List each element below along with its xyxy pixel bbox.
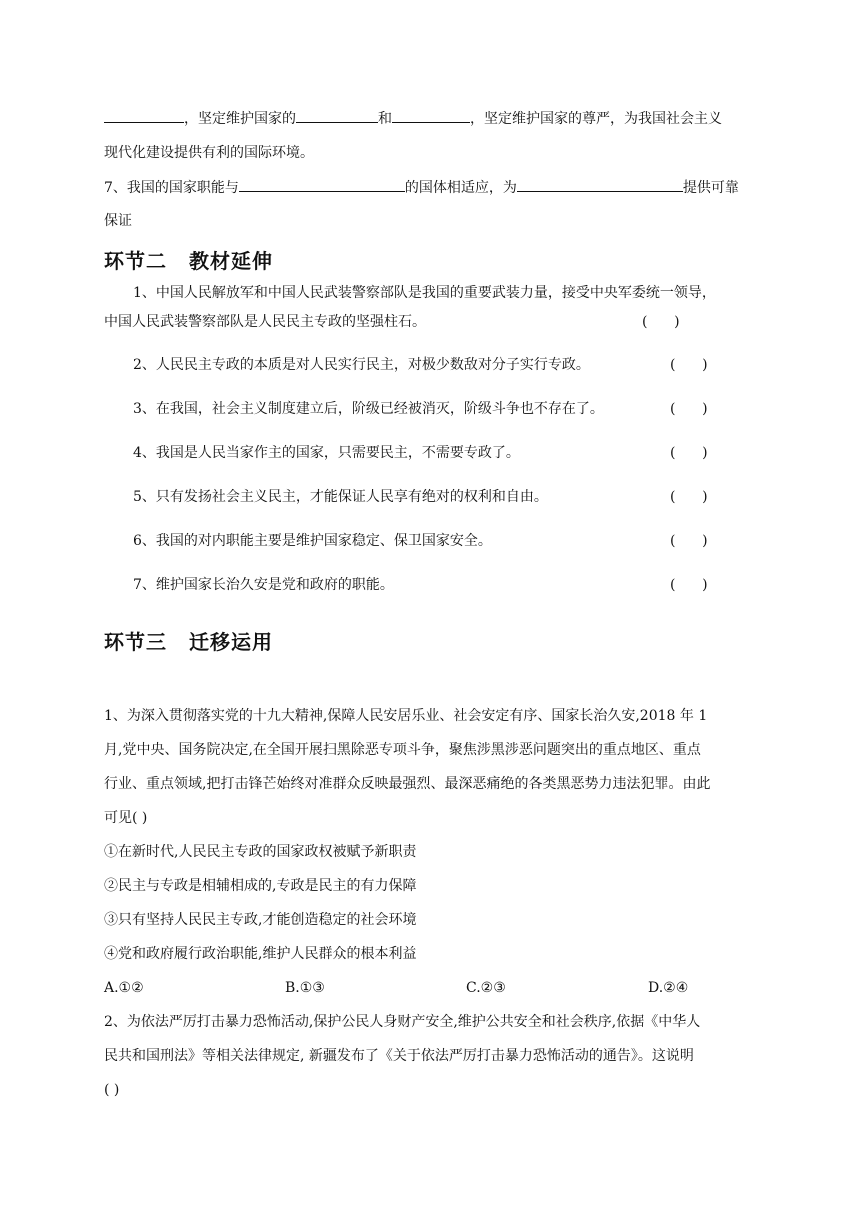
q1-option-b[interactable]: B.①③ <box>285 980 325 996</box>
tf-item-4: 4、我国是人民当家作主的国家，只需要民主，不需要专政了。 <box>133 445 520 461</box>
blank-3[interactable] <box>392 108 470 123</box>
fill-line-1: ，坚定维护国家的 和 ，坚定维护国家的尊严，为我国社会主义 <box>104 108 722 129</box>
answer-paren-4[interactable]: ( ) <box>670 445 708 461</box>
q1-option-c[interactable]: C.②③ <box>466 980 506 996</box>
fill-line-2: 现代化建设提供有利的国际环境。 <box>104 145 314 161</box>
blank-4[interactable] <box>239 177 405 192</box>
answer-paren-6[interactable]: ( ) <box>670 533 708 549</box>
q2-line-2: 民共和国刑法》等相关法律规定, 新疆发布了《关于依法严厉打击暴力恐怖活动的通告》。这说明 <box>104 1048 694 1064</box>
q1-statement-3: ③只有坚持人民民主专政,才能创造稳定的社会环境 <box>104 912 417 928</box>
section-2-heading: 环节二 教材延伸 <box>104 249 273 273</box>
q1-option-a[interactable]: A.①② <box>104 980 144 996</box>
answer-paren-5[interactable]: ( ) <box>670 489 708 505</box>
answer-paren-7[interactable]: ( ) <box>670 577 708 593</box>
q1-statement-1: ①在新时代,人民民主专政的国家政权被赋予新职责 <box>104 844 417 860</box>
answer-paren-1[interactable]: ( ) <box>642 314 680 330</box>
tf-item-3: 3、在我国，社会主义制度建立后，阶级已经被消灭，阶级斗争也不存在了。 <box>133 401 604 417</box>
q2-line-3: ( ) <box>104 1082 120 1098</box>
blank-2[interactable] <box>296 108 378 123</box>
item-7-line: 7、我国的国家职能与 的国体相适应，为 提供可靠 <box>104 177 739 198</box>
tf-item-7: 7、维护国家长治久安是党和政府的职能。 <box>133 577 394 593</box>
tf-item-2: 2、人民民主专政的本质是对人民实行民主，对极少数敌对分子实行专政。 <box>133 357 590 373</box>
item-7-line-2: 保证 <box>104 213 132 229</box>
q2-line-1: 2、为依法严厉打击暴力恐怖活动,保护公民人身财产安全,维护公共安全和社会秩序,依据《中华人 <box>104 1014 701 1030</box>
q1-line-2: 月,党中央、国务院决定,在全国开展扫黑除恶专项斗争，聚焦涉黑涉恶问题突出的重点地区、重点 <box>104 742 701 758</box>
tf-item-1-line-1: 1、中国人民解放军和中国人民武装警察部队是我国的重要武装力量，接受中央军委统一领导， <box>133 285 716 301</box>
q1-option-d[interactable]: D.②④ <box>648 980 689 996</box>
q1-statement-4: ④党和政府履行政治职能,维护人民群众的根本利益 <box>104 946 417 962</box>
tf-item-6: 6、我国的对内职能主要是维护国家稳定、保卫国家安全。 <box>133 533 492 549</box>
q1-statement-2: ②民主与专政是相辅相成的,专政是民主的有力保障 <box>104 878 417 894</box>
q1-line-3: 行业、重点领域,把打击锋芒始终对准群众反映最强烈、最深恶痛绝的各类黑恶势力违法犯罪。由此 <box>104 776 711 792</box>
q1-line-1: 1、为深入贯彻落实党的十九大精神,保障人民安居乐业、社会安定有序、国家长治久安,2018 年 1 <box>104 708 708 724</box>
q1-line-4: 可见( ) <box>104 810 148 826</box>
answer-paren-3[interactable]: ( ) <box>670 401 708 417</box>
answer-paren-2[interactable]: ( ) <box>670 357 708 373</box>
tf-item-1-line-2: 中国人民武装警察部队是人民民主专政的坚强柱石。 <box>104 314 426 330</box>
tf-item-5: 5、只有发扬社会主义民主，才能保证人民享有绝对的权利和自由。 <box>133 489 548 505</box>
blank-1[interactable] <box>104 108 184 123</box>
blank-5[interactable] <box>517 177 683 192</box>
section-3-heading: 环节三 迁移运用 <box>104 630 273 654</box>
